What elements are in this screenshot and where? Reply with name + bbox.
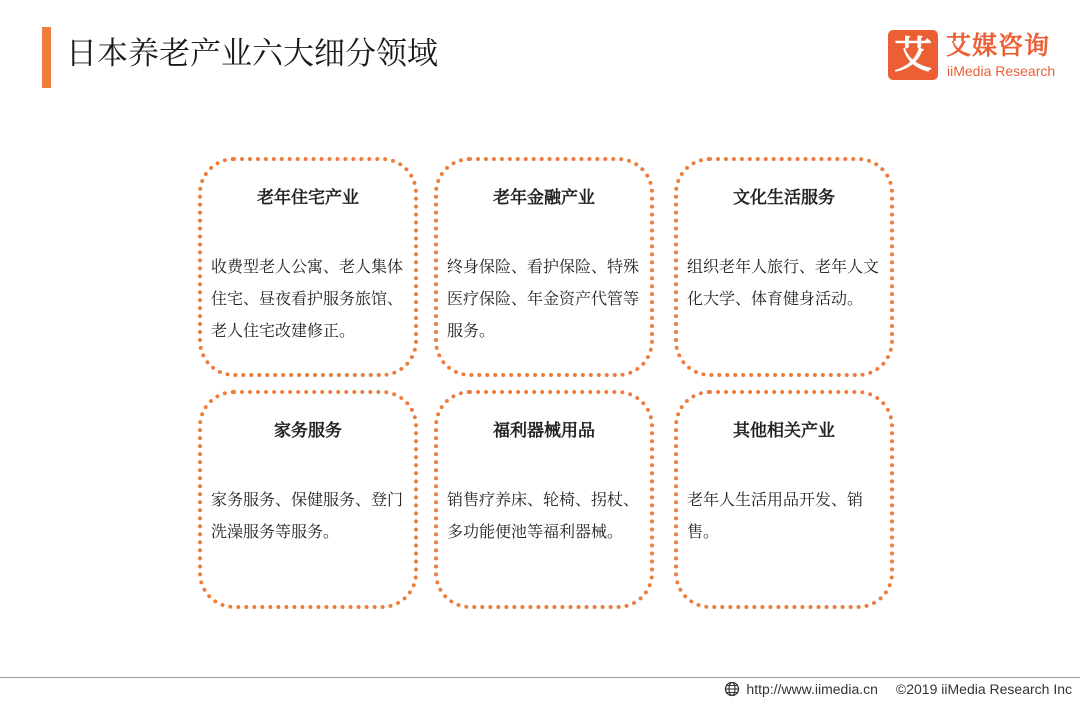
card-title: 其他相关产业 bbox=[733, 421, 835, 441]
card-title: 福利器械用品 bbox=[493, 421, 595, 441]
card-description: 收费型老人公寓、老人集体住宅、昼夜看护服务旅馆、老人住宅改建修正。 bbox=[211, 257, 404, 340]
page-title: 日本养老产业六大细分领域 bbox=[66, 36, 438, 72]
segment-card-culture-life bbox=[674, 157, 894, 377]
logo-name-cn: 艾媒咨询 bbox=[946, 31, 1051, 60]
segment-card-finance bbox=[434, 157, 654, 377]
logo-mark: 艾 bbox=[888, 30, 938, 80]
card-description: 家务服务、保健服务、登门洗澡服务等服务。 bbox=[211, 490, 404, 541]
brand-logo bbox=[888, 30, 1064, 84]
segment-card-housework bbox=[198, 390, 418, 609]
card-description: 销售疗养床、轮椅、拐杖、多功能便池等福利器械。 bbox=[447, 490, 640, 541]
logo-name-en: iiMedia Research bbox=[947, 63, 1056, 79]
footer-website-link[interactable]: http://www.iimedia.cn bbox=[746, 681, 878, 697]
segment-card-other bbox=[674, 390, 894, 609]
card-title: 老年住宅产业 bbox=[257, 188, 359, 208]
footer-divider bbox=[0, 677, 1080, 678]
card-description: 终身保险、看护保险、特殊医疗保险、年金资产代管等服务。 bbox=[447, 257, 640, 340]
card-title: 家务服务 bbox=[274, 421, 342, 441]
card-title: 文化生活服务 bbox=[733, 188, 835, 208]
footer bbox=[724, 680, 1072, 698]
footer-copyright: ©2019 iiMedia Research Inc bbox=[895, 681, 1072, 697]
segment-grid bbox=[198, 157, 894, 609]
card-title: 老年金融产业 bbox=[493, 188, 595, 208]
segment-card-welfare-equipment bbox=[434, 390, 654, 609]
card-description: 组织老年人旅行、老年人文化大学、体育健身活动。 bbox=[687, 257, 880, 308]
globe-icon bbox=[724, 681, 740, 697]
card-description: 老年人生活用品开发、销售。 bbox=[687, 490, 864, 541]
title-accent-bar bbox=[42, 27, 51, 88]
segment-card-housing bbox=[198, 157, 418, 377]
